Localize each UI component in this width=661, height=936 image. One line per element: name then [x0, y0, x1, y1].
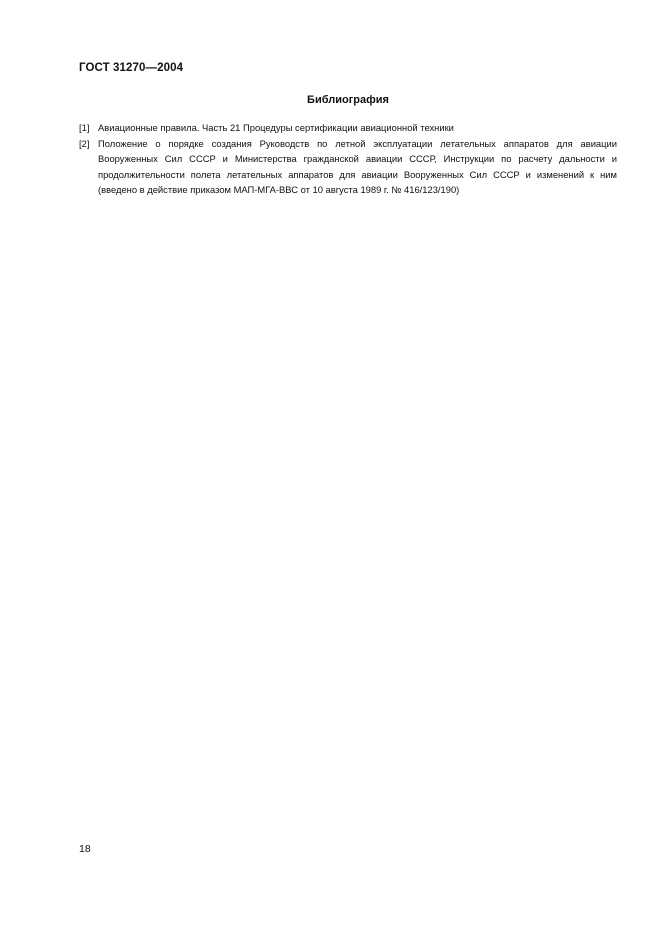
page-number: 18 [79, 843, 91, 855]
bibliography-item-text: Авиационные правила. Часть 21 Процедуры сертификации авиационной техники [98, 122, 454, 133]
document-code-header: ГОСТ 31270—2004 [79, 62, 184, 74]
bibliography-item-number: [2] [79, 137, 90, 149]
bibliography-item-text: Положение о порядке создания Руководств по летной эксплуатации летательных аппаратов для авиации Вооруженных Сил СССР и Министерства гражданской авиации СССР, Инструкции по расчету дальности и продолжительности полета летательных аппаратов для авиации Вооруженных Сил СССР и изменений к ним (введено в действие приказом МАП-МГА-ВВС от 10 августа 1989 г. № 416/123/190) [98, 137, 617, 195]
bibliography-title: Библиография [307, 94, 389, 106]
bibliography-item-number: [1] [79, 122, 90, 133]
bibliography-list [79, 120, 617, 198]
bibliography-item-2 [79, 136, 617, 198]
bibliography-item-1 [79, 120, 617, 136]
